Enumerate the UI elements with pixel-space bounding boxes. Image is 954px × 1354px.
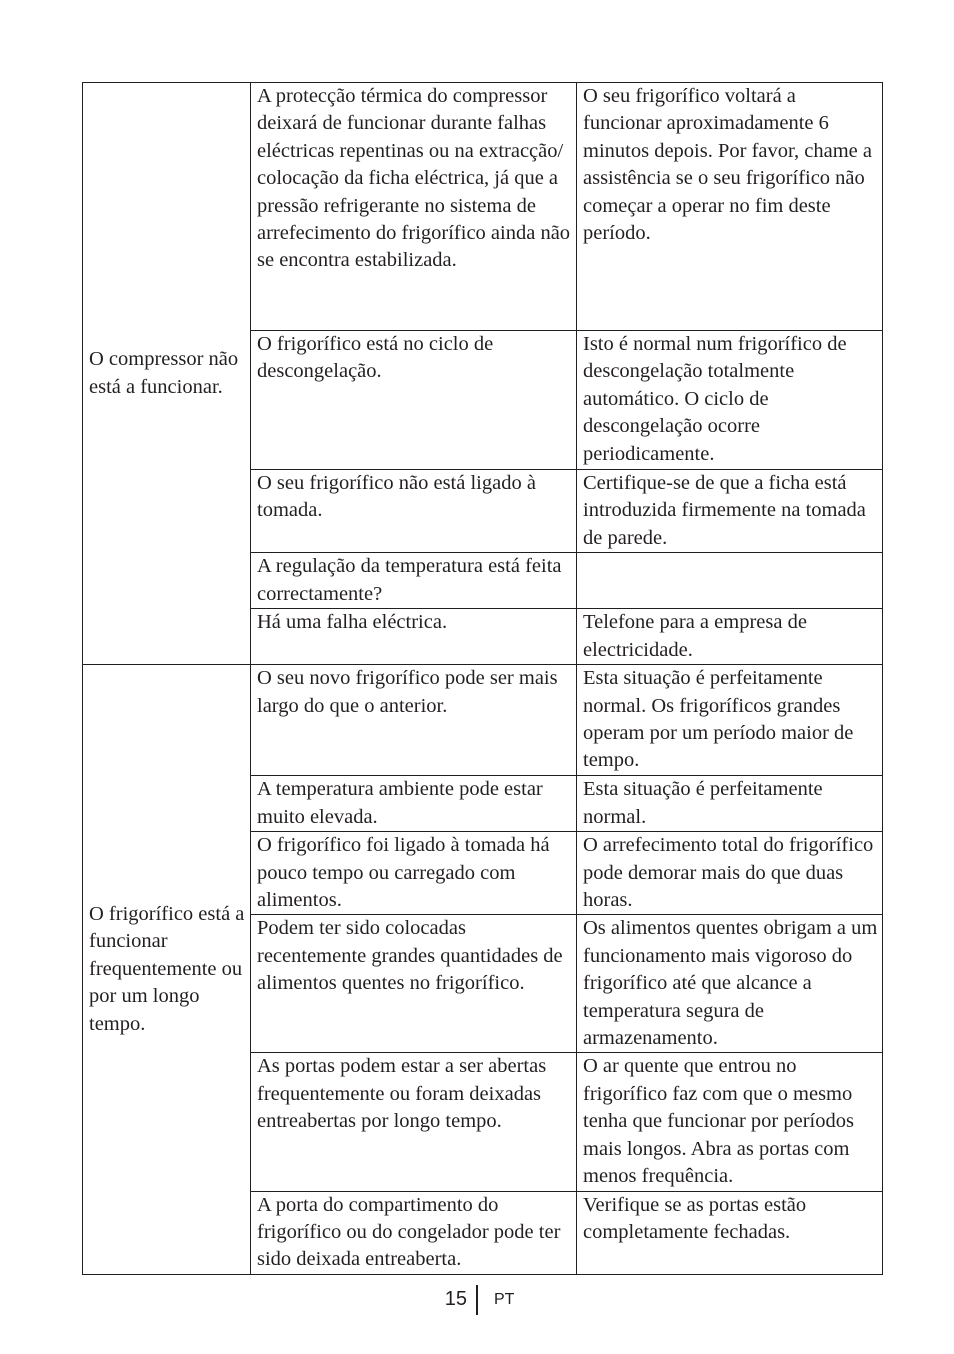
solution-cell [577, 915, 883, 1053]
solution-text: Certifique-se de que a ficha está introduzida firmemente na tomada de parede. [583, 472, 866, 549]
cause-text: O frigorífico foi ligado à tomada há pouco tempo ou carregado com alimentos. [257, 834, 550, 912]
cause-cell [251, 832, 577, 915]
solution-text: Os alimentos quentes obrigam a um funcionamento mais vigoroso do frigorífico até que alcance a temperatura segura de armazenamento. [583, 917, 878, 1050]
cause-text: Há uma falha eléctrica. [257, 611, 448, 634]
solution-text: Telefone para a empresa de electricidade. [583, 611, 807, 661]
solution-cell [577, 609, 883, 665]
solution-cell [577, 331, 883, 470]
cause-cell [251, 665, 577, 776]
cause-cell [251, 1191, 577, 1274]
solution-cell [577, 470, 883, 553]
cause-cell [251, 553, 577, 609]
problem-cell [83, 83, 251, 665]
problem-cell [83, 665, 251, 1275]
solution-cell [577, 776, 883, 832]
cause-cell [251, 609, 577, 665]
cause-text: A porta do compartimento do frigorífico ou do congelador pode ter sido deixada entreaberta. [257, 1193, 561, 1271]
problem-text: O frigorífico está a funcionar frequentemente ou por um longo tempo. [89, 902, 245, 1035]
page-footer [0, 1285, 954, 1315]
cause-cell [251, 1053, 577, 1191]
cause-text: A protecção térmica do compressor deixará de funcionar durante falhas eléctricas repentinas ou na extracção/ colocação da ficha eléctrica, já que a pressão refrigerante no sistema de arrefecimento do frigorífico ainda não se encontra estabilizada. [257, 85, 571, 272]
cause-cell [251, 915, 577, 1053]
solution-text: Verifique se as portas estão completamente fechadas. [583, 1193, 807, 1243]
solution-text: Isto é normal num frigorífico de descongelação totalmente automático. O ciclo de descongelação ocorre periodicamente. [583, 333, 847, 465]
cause-cell [251, 331, 577, 470]
solution-cell [577, 83, 883, 331]
solution-text: Esta situação é perfeitamente normal. [583, 778, 823, 828]
footer-divider [476, 1285, 478, 1315]
solution-cell [577, 665, 883, 776]
problem-text: O compressor não está a funcionar. [89, 348, 239, 398]
solution-cell [577, 553, 883, 609]
cause-text: Podem ter sido colocadas recentemente grandes quantidades de alimentos quentes no frigorífico. [257, 917, 563, 995]
troubleshooting-table [82, 82, 883, 1275]
table-row [83, 665, 883, 776]
cause-cell [251, 83, 577, 331]
solution-text: O ar quente que entrou no frigorífico faz com que o mesmo tenha que funcionar por períodos mais longos. Abra as portas com menos frequência. [583, 1055, 854, 1188]
cause-cell [251, 776, 577, 832]
table-row [83, 83, 883, 331]
cause-text: A temperatura ambiente pode estar muito elevada. [257, 778, 543, 828]
page-number: 15 [444, 1288, 467, 1310]
solution-cell [577, 1191, 883, 1274]
cause-cell [251, 470, 577, 553]
solution-cell [577, 832, 883, 915]
cause-text: A regulação da temperatura está feita correctamente? [257, 555, 562, 605]
cause-text: O frigorífico está no ciclo de descongelação. [257, 333, 494, 383]
cause-text: O seu novo frigorífico pode ser mais largo do que o anterior. [257, 667, 558, 717]
cause-text: As portas podem estar a ser abertas frequentemente ou foram deixadas entreabertas por longo tempo. [257, 1055, 547, 1133]
solution-text: O seu frigorífico voltará a funcionar aproximadamente 6 minutos depois. Por favor, chame a assistência se o seu frigorífico não começar a operar no fim deste período. [583, 85, 872, 245]
solution-text: O arrefecimento total do frigorífico pode demorar mais do que duas horas. [583, 834, 874, 912]
solution-text: Esta situação é perfeitamente normal. Os frigoríficos grandes operam por um período maior de tempo. [583, 667, 854, 772]
language-code: PT [494, 1291, 515, 1308]
solution-cell [577, 1053, 883, 1191]
cause-text: O seu frigorífico não está ligado à tomada. [257, 472, 536, 522]
